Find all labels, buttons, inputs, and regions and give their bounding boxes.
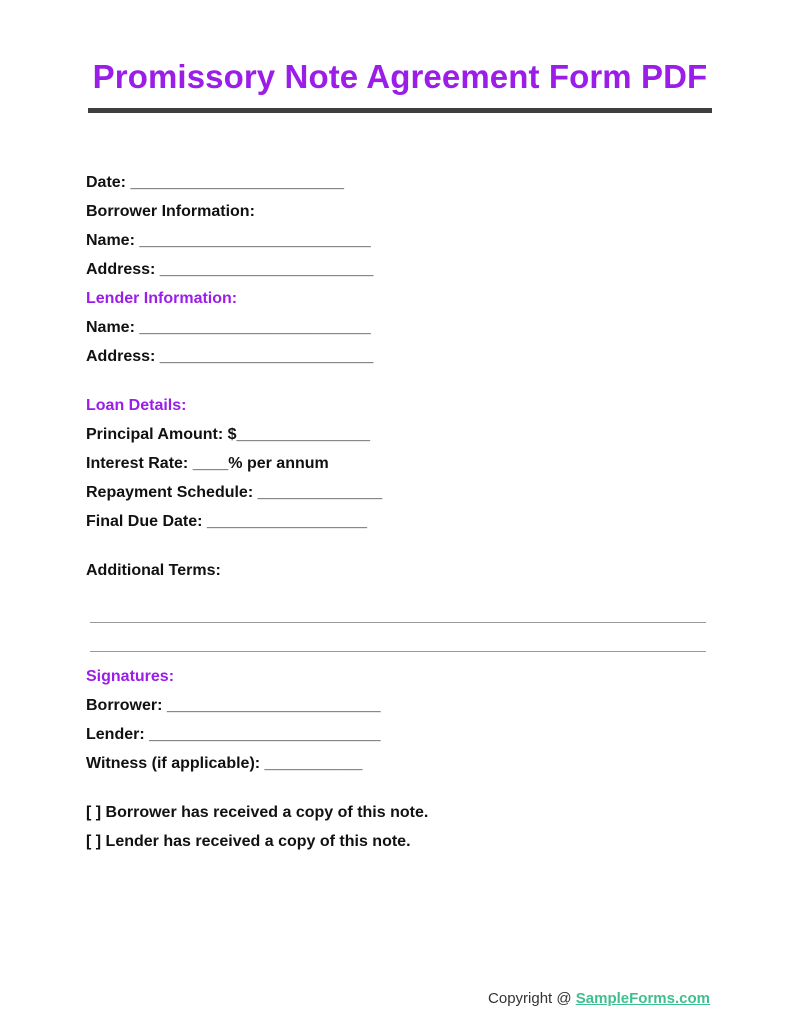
lender-name-field[interactable]: Name: __________________________: [86, 319, 371, 336]
borrower-name-field[interactable]: Name: __________________________: [86, 232, 371, 249]
additional-terms-line-1[interactable]: [90, 622, 706, 623]
principal-amount-field[interactable]: Principal Amount: $_______________: [86, 426, 371, 443]
lender-address-field[interactable]: Address: ________________________: [86, 348, 374, 365]
title-divider: [88, 108, 712, 113]
final-due-date-field[interactable]: Final Due Date: __________________: [86, 513, 368, 530]
lender-info-heading: Lender Information:: [86, 290, 238, 307]
copyright-text: Copyright @: [488, 990, 576, 1007]
repayment-schedule-field[interactable]: Repayment Schedule: ______________: [86, 484, 383, 501]
witness-signature-field[interactable]: Witness (if applicable): ___________: [86, 755, 363, 772]
additional-terms-heading: Additional Terms:: [86, 562, 221, 579]
borrower-copy-checkbox[interactable]: [ ] Borrower has received a copy of this note.: [86, 804, 429, 821]
interest-rate-field[interactable]: Interest Rate: ____% per annum: [86, 455, 329, 472]
lender-copy-checkbox[interactable]: [ ] Lender has received a copy of this note.: [86, 833, 411, 850]
brand-link[interactable]: SampleForms.com: [575, 990, 710, 1007]
loan-details-heading: Loan Details:: [86, 397, 187, 414]
borrower-address-field[interactable]: Address: ________________________: [86, 261, 374, 278]
lender-signature-field[interactable]: Lender: __________________________: [86, 726, 381, 743]
page-title: Promissory Note Agreement Form PDF: [92, 58, 708, 95]
signatures-heading: Signatures:: [86, 668, 175, 685]
additional-terms-line-2[interactable]: [90, 651, 706, 652]
borrower-info-heading: Borrower Information:: [86, 203, 255, 220]
footer-copyright: [488, 990, 710, 1007]
borrower-signature-field[interactable]: Borrower: ________________________: [86, 697, 381, 714]
date-field[interactable]: Date: ________________________: [86, 174, 345, 191]
